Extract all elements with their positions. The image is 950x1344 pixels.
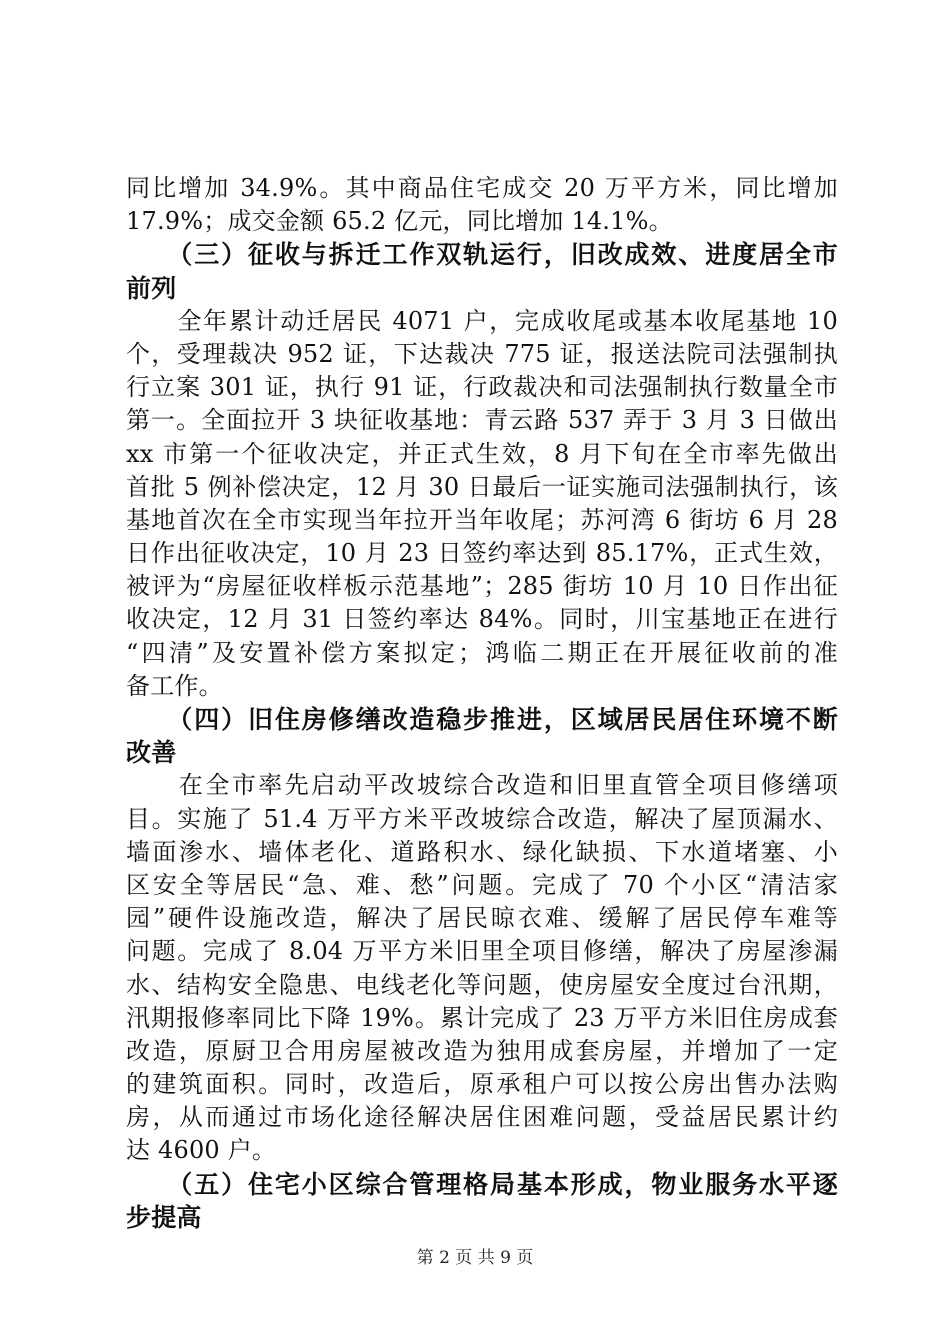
body-paragraph <box>126 305 838 703</box>
paragraph-line: 基地首次在全市实现当年拉开当年收尾；苏河湾 6 街坊 6 月 28 <box>126 505 838 534</box>
paragraph-line: “四清”及安置补偿方案拟定；鸿临二期正在开展征收前的准 <box>126 638 838 667</box>
paragraph-line: 第一。全面拉开 3 块征收基地：青云路 537 弄于 3 月 3 日做出 <box>126 406 838 435</box>
paragraph-line: 首批 5 例补偿决定，12 月 30 日最后一证实施司法强制执行，该 <box>126 472 838 501</box>
paragraph-line: xx 市第一个征收决定，并正式生效，8 月下旬在全市率先做出 <box>126 439 838 468</box>
heading-line: （五）住宅小区综合管理格局基本形成，物业服务水平逐 <box>126 1169 838 1199</box>
body-paragraph <box>126 769 838 1167</box>
paragraph-line: 在全市率先启动平改坡综合改造和旧里直管全项目修缮项 <box>126 771 838 800</box>
paragraph-line: 个，受理裁决 952 证，下达裁决 775 证，报送法院司法强制执 <box>126 339 838 368</box>
paragraph-line: 改造，原厨卫合用房屋被改造为独用成套房屋，并增加了一定 <box>126 1036 838 1065</box>
paragraph-line: 目。实施了 51.4 万平方米平改坡综合改造，解决了屋顶漏水、 <box>126 804 838 833</box>
paragraph-line: 备工作。 <box>126 671 223 700</box>
paragraph-line: 收决定，12 月 31 日签约率达 84%。同时，川宝基地正在进行 <box>126 605 838 634</box>
page-number-footer: 第 2 页 共 9 页 <box>416 1248 534 1268</box>
heading-line: 改善 <box>126 738 177 768</box>
heading-line: 前列 <box>126 273 177 303</box>
heading-line: 步提高 <box>126 1202 202 1232</box>
paragraph-line: 行立案 301 证，执行 91 证，行政裁决和司法强制执行数量全市 <box>126 373 838 402</box>
body-paragraph <box>126 172 838 238</box>
paragraph-line: 区安全等居民“急、难、愁”问题。完成了 70 个小区“清洁家 <box>126 870 838 899</box>
paragraph-line: 日作出征收决定，10 月 23 日签约率达到 85.17%，正式生效， <box>126 539 838 568</box>
paragraph-line: 问题。完成了 8.04 万平方米旧里全项目修缮，解决了房屋渗漏 <box>126 937 838 966</box>
section-heading <box>126 238 838 304</box>
paragraph-line: 同比增加 34.9%。其中商品住宅成交 20 万平方米，同比增加 <box>126 174 838 202</box>
section-heading <box>126 703 838 769</box>
paragraph-line: 的建筑面积。同时，改造后，原承租户可以按公房出售办法购 <box>126 1070 838 1099</box>
heading-line: （四）旧住房修缮改造稳步推进，区域居民居住环境不断 <box>126 705 838 734</box>
paragraph-line: 17.9%；成交金额 65.2 亿元，同比增加 14.1%。 <box>126 207 673 236</box>
paragraph-line: 房，从而通过市场化途径解决居住困难问题，受益居民累计约 <box>126 1103 838 1132</box>
heading-line: （三）征收与拆迁工作双轨运行，旧改成效、进度居全市 <box>126 240 838 270</box>
paragraph-line: 水、结构安全隐患、电线老化等问题，使房屋安全度过台汛期， <box>126 970 838 999</box>
document-body <box>126 172 838 1234</box>
paragraph-line: 被评为“房屋征收样板示范基地”；285 街坊 10 月 10 日作出征 <box>126 572 838 601</box>
section-heading <box>126 1168 838 1234</box>
paragraph-line: 全年累计动迁居民 4071 户，完成收尾或基本收尾基地 10 <box>126 306 838 335</box>
paragraph-line: 达 4600 户。 <box>126 1136 277 1165</box>
paragraph-line: 墙面渗水、墙体老化、道路积水、绿化缺损、下水道堵塞、小 <box>126 837 838 866</box>
paragraph-line: 园”硬件设施改造，解决了居民晾衣难、缓解了居民停车难等 <box>126 904 838 933</box>
paragraph-line: 汛期报修率同比下降 19%。累计完成了 23 万平方米旧住房成套 <box>126 1003 838 1032</box>
